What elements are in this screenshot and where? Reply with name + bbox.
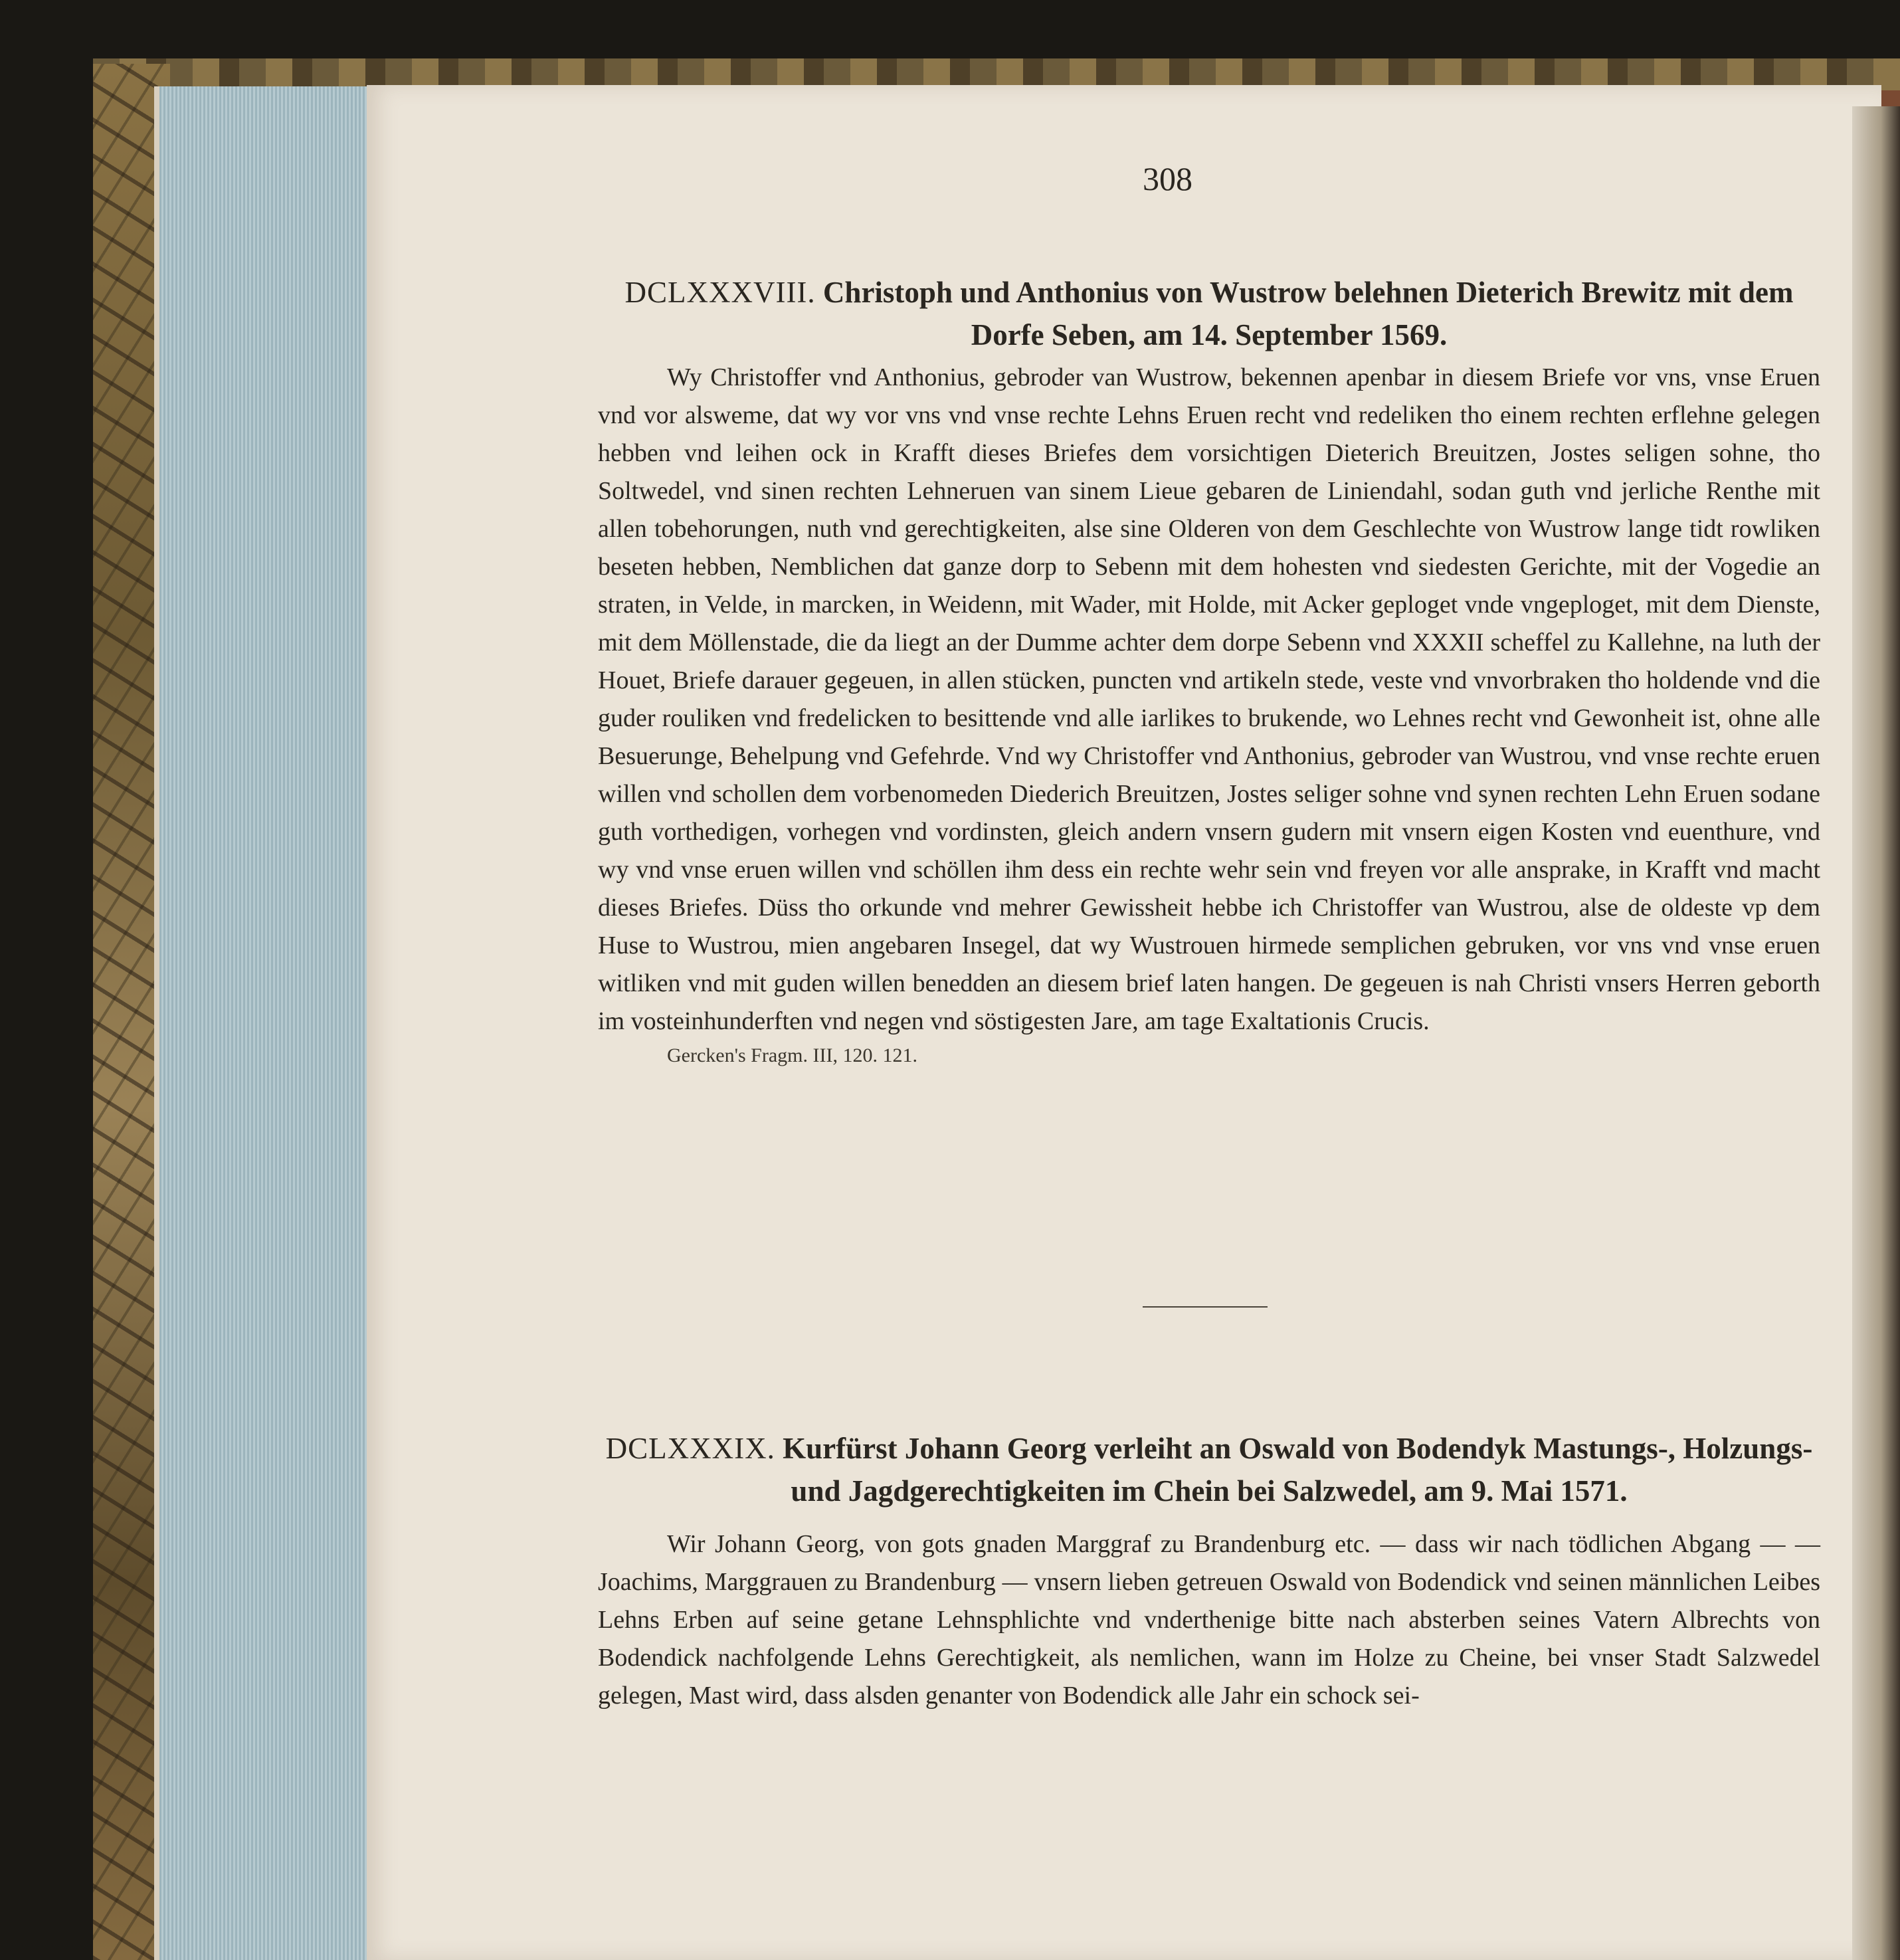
document-heading-2 (598, 1427, 1820, 1512)
source-citation-1: Gercken's Fragm. III, 120. 121. (667, 1044, 917, 1066)
document-title-1: Christoph und Anthonius von Wustrow belehnen Dieterich Brewitz mit dem Dorfe Seben, am 14. September 1569. (822, 276, 1794, 351)
page-number: 308 (1143, 160, 1192, 197)
document-number-1: DCLXXXVIII. (624, 276, 816, 309)
document-body-2 (598, 1525, 1820, 1715)
document-body-1 (598, 359, 1820, 1067)
document-text-2: Wir Johann Georg, von gots gnaden Marggraf zu Brandenburg etc. — dass wir nach tödlichen Abgang — — Joachims, Marggrauen zu Brandenburg — vnsern lieben getreuen Oswald von Bodendick vnd seinen männlichen Leibes Lehns Erben auf seine getane Lehnsphlichte vnd vnderthenige bitte nach absterben seines Vatern Albrechts von Bodendick nachfolgende Lehns Gerechtigkeit, als nemlichen, wann im Holze zu Cheine, bei vnser Stadt Salzwedel gelegen, Mast wird, dass alsden genanter von Bodendick alle Jahr ein schock sei- (598, 1530, 1820, 1710)
page-stack-edge (154, 86, 379, 1960)
document-title-2: Kurfürst Johann Georg verleiht an Oswald von Bodendyk Mastungs-, Holzungs- und Jagdgerechtigkeiten im Chein bei Salzwedel, am 9. Mai 1571. (783, 1432, 1813, 1508)
document-number-2: DCLXXXIX. (605, 1432, 775, 1465)
page-gutter-shadow (1852, 106, 1900, 1960)
document-heading-1 (598, 271, 1820, 356)
section-divider (1143, 1306, 1268, 1308)
document-text-1: Wy Christoffer vnd Anthonius, gebroder van Wustrow, bekennen apenbar in diesem Briefe vor vns, vnse Eruen vnd vor alsweme, dat wy vor vns vnd vnse rechte Lehns Eruen recht vnd redeliken tho einem rechten erflehne gelegen hebben vnd leihen ock in Krafft dieses Briefes dem vorsichtigen Dieterich Breuitzen, Jostes seligen sohne, tho Soltwedel, vnd sinen rechten Lehneruen van sinem Lieue gebaren de Liniendahl, sodan guth vnd jerliche Renthe mit allen tobehorungen, nuth vnd gerechtigkeiten, alse sine Olderen von dem Geschlechte von Wustrow lange tidt rowliken beseten hebben, Nemblichen dat ganze dorp to Sebenn mit dem hohesten vnd siedesten Gerichte, mit der Vogedie an straten, in Velde, in marcken, in Weidenn, mit Wader, mit Holde, mit Acker geploget vnde vngeploget, mit dem Dienste, mit dem Möllenstade, die da liegt an der Dumme achter dem dorpe Sebenn vnd XXXII scheffel zu Kallehne, na luth der Houet, Briefe darauer gegeuen, in allen stücken, puncten vnd artikeln stede, veste vnd vnvorbraken tho holdende vnd die guder rouliken vnd fredelicken to besittende vnd alle iarlikes to brukende, wo Lehnes recht vnd Gewonheit ist, ohne alle Besuerunge, Behelpung vnd Gefehrde. Vnd wy Christoffer vnd Anthonius, gebroder van Wustrou, vnd vnse rechte eruen willen vnd schollen dem vorbenomeden Diederich Breuitzen, Jostes seliger sohne vnd synen rechten Lehn Eruen sodane guth vorthedigen, vorhegen vnd vordinsten, gleich andern vnsern gudern mit vnsern eigen Kosten vnd euenthure, vnd wy vnd vnse eruen willen vnd schöllen ihm dess ein rechte wehr sein vnd freyen vor alle ansprake, in Krafft vnd macht dieses Briefes. Düss tho orkunde vnd mehrer Gewissheit hebbe ich Christoffer van Wustrou, alse de oldeste vp dem Huse to Wustrou, mien angebaren Insegel, dat wy Wustrouen hirmede semplichen gebruken, vor vns vnd vnse eruen witliken vnd mit guden willen benedden an diesem brief laten hangen. De gegeuen is nah Christi vnsers Herren geborth im vosteinhunderften vnd negen vnd söstigesten Jare, am tage Exaltationis Crucis. (598, 363, 1820, 1035)
